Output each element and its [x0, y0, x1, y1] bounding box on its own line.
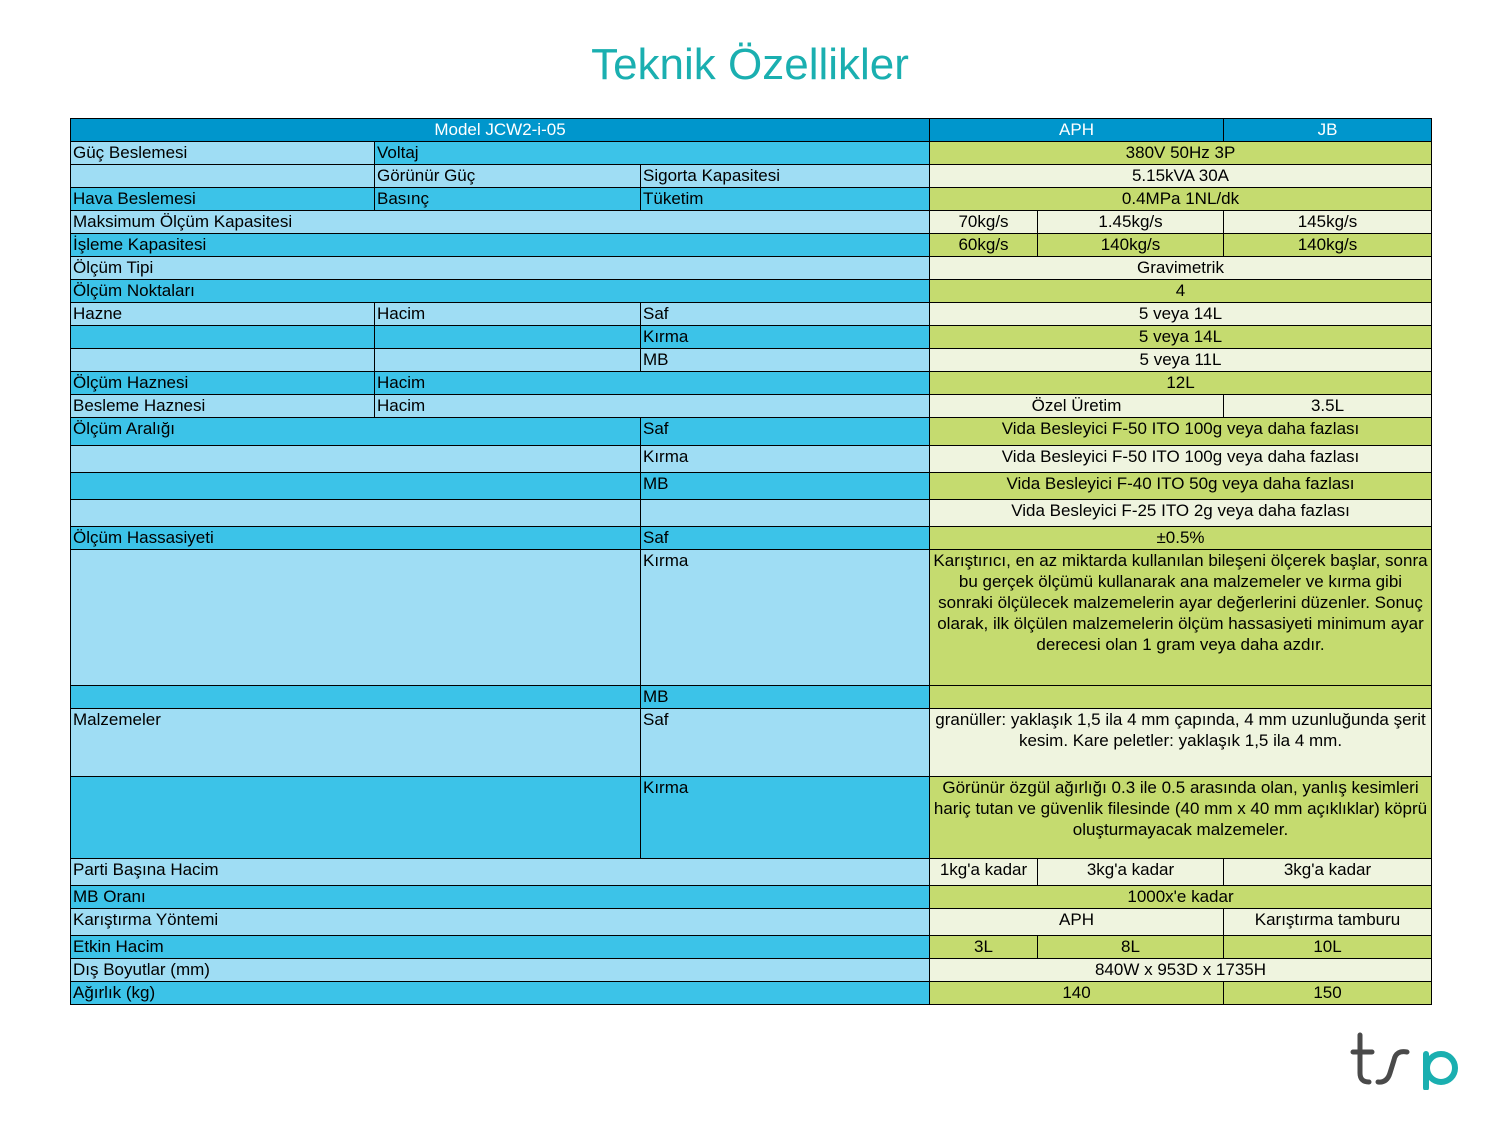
row-value: 380V 50Hz 3P: [930, 142, 1432, 165]
row-value: Görünür özgül ağırlığı 0.3 ile 0.5 arasında olan, yanlış kesimleri hariç tutan ve güvenlik filesinde (40 mm x 40 mm açıklıklar) köprü oluşturmayacak malzemeler.: [930, 777, 1432, 859]
row-value: 0.4MPa 1NL/dk: [930, 188, 1432, 211]
row-value: ±0.5%: [930, 527, 1432, 550]
row-sublabel: MB: [641, 686, 930, 709]
table-row: [71, 500, 1432, 527]
table-row: [71, 886, 1432, 909]
row-label: Etkin Hacim: [71, 936, 930, 959]
row-value: 5 veya 14L: [930, 326, 1432, 349]
row-value: 8L: [1038, 936, 1224, 959]
row-label: Hava Beslemesi: [71, 188, 375, 211]
row-label: Maksimum Ölçüm Kapasitesi: [71, 211, 930, 234]
row-label: Parti Başına Hacim: [71, 859, 930, 886]
table-row: [71, 936, 1432, 959]
table-row: [71, 303, 1432, 326]
table-row: [71, 188, 1432, 211]
logo-t-stem: [1360, 1035, 1369, 1082]
row-sublabel: Hacim: [375, 395, 930, 418]
row-value: 3L: [930, 936, 1038, 959]
table-row: [71, 527, 1432, 550]
logo-p-bowl: [1427, 1054, 1455, 1082]
row-value: 5 veya 14L: [930, 303, 1432, 326]
row-label: İşleme Kapasitesi: [71, 234, 930, 257]
row-value: 1000x'e kadar: [930, 886, 1432, 909]
row-value: Vida Besleyici F-40 ITO 50g veya daha fazlası: [930, 473, 1432, 500]
row-label: Besleme Haznesi: [71, 395, 375, 418]
row-sublabel: Görünür Güç: [375, 165, 641, 188]
row-sublabel: Kırma: [641, 550, 930, 686]
table-row: [71, 909, 1432, 936]
table-header-row: [71, 119, 1432, 142]
row-sublabel: MB: [641, 349, 930, 372]
row-value: 10L: [1224, 936, 1432, 959]
table-row: [71, 686, 1432, 709]
row-label: Hazne: [71, 303, 375, 326]
table-row: [71, 473, 1432, 500]
table-row: [71, 280, 1432, 303]
row-sublabel: MB: [641, 473, 930, 500]
table-row: [71, 142, 1432, 165]
row-sublabel: Kırma: [641, 326, 930, 349]
row-sublabel: Saf: [641, 418, 930, 446]
row-sublabel: Tüketim: [641, 188, 930, 211]
page-title: Teknik Özellikler: [591, 40, 909, 89]
row-value: Özel Üretim: [930, 395, 1224, 418]
table-row: [71, 446, 1432, 473]
row-label: Ölçüm Haznesi: [71, 372, 375, 395]
row-value: 140kg/s: [1038, 234, 1224, 257]
row-sublabel: Saf: [641, 303, 930, 326]
row-value: 840W x 953D x 1735H: [930, 959, 1432, 982]
row-value: 60kg/s: [930, 234, 1038, 257]
row-value: 140: [930, 982, 1224, 1005]
row-value: 145kg/s: [1224, 211, 1432, 234]
table-row: [71, 777, 1432, 859]
row-value: Karıştırma tamburu: [1224, 909, 1432, 936]
model-header: Model JCW2-i-05: [71, 119, 930, 142]
row-value: Vida Besleyici F-50 ITO 100g veya daha fazlası: [930, 446, 1432, 473]
row-label: Karıştırma Yöntemi: [71, 909, 930, 936]
row-value: 3kg'a kadar: [1038, 859, 1224, 886]
row-value: 5.15kVA 30A: [930, 165, 1432, 188]
row-value: 1.45kg/s: [1038, 211, 1224, 234]
row-label: Dış Boyutlar (mm): [71, 959, 930, 982]
table-row: [71, 257, 1432, 280]
row-sublabel: Voltaj: [375, 142, 930, 165]
table-row: [71, 982, 1432, 1005]
row-label: MB Oranı: [71, 886, 930, 909]
row-sublabel: Saf: [641, 527, 930, 550]
row-sublabel: Basınç: [375, 188, 641, 211]
row-value: 3.5L: [1224, 395, 1432, 418]
table-row: [71, 395, 1432, 418]
row-value: Gravimetrik: [930, 257, 1432, 280]
table-row: [71, 550, 1432, 686]
row-value: 4: [930, 280, 1432, 303]
row-label: Güç Beslemesi: [71, 142, 375, 165]
row-value: 1kg'a kadar: [930, 859, 1038, 886]
row-sublabel: Hacim: [375, 303, 641, 326]
row-value: Vida Besleyici F-50 ITO 100g veya daha fazlası: [930, 418, 1432, 446]
tsp-logo-mark: [1350, 1030, 1465, 1090]
row-label: Malzemeler: [71, 709, 641, 777]
table-row: [71, 959, 1432, 982]
table-row: [71, 859, 1432, 886]
row-value: 3kg'a kadar: [1224, 859, 1432, 886]
jb-header: JB: [1224, 119, 1432, 142]
row-value: APH: [930, 909, 1224, 936]
row-label: Ölçüm Hassasiyeti: [71, 527, 641, 550]
aph-header: APH: [930, 119, 1224, 142]
table-row: [71, 709, 1432, 777]
row-label: Ölçüm Aralığı: [71, 418, 641, 446]
row-value: 12L: [930, 372, 1432, 395]
table-row: [71, 418, 1432, 446]
spec-table: [70, 118, 1432, 1005]
logo-s-stroke: [1378, 1052, 1407, 1082]
table-row: [71, 326, 1432, 349]
row-value: granüller: yaklaşık 1,5 ila 4 mm çapında, 4 mm uzunluğunda şerit kesim. Kare peletler: yaklaşık 1,5 ila 4 mm.: [930, 709, 1432, 777]
row-value: Vida Besleyici F-25 ITO 2g veya daha fazlası: [930, 500, 1432, 527]
table-row: [71, 349, 1432, 372]
row-sublabel: Saf: [641, 709, 930, 777]
row-sublabel: Sigorta Kapasitesi: [641, 165, 930, 188]
row-value: 140kg/s: [1224, 234, 1432, 257]
tsp-logo: [1350, 1030, 1465, 1095]
row-label: Ölçüm Tipi: [71, 257, 930, 280]
row-sublabel: Kırma: [641, 777, 930, 859]
row-value: 150: [1224, 982, 1432, 1005]
table-row: [71, 234, 1432, 257]
row-value: 5 veya 11L: [930, 349, 1432, 372]
row-value: Karıştırıcı, en az miktarda kullanılan bileşeni ölçerek başlar, sonra bu gerçek ölçümü kullanarak ana malzemeler ve kırma gibi sonraki ölçülecek malzemelerin ayar değerlerini düzenler. Sonuç olarak, ilk ölçülen malzemelerin ölçüm hassasiyeti minimum ayar derecesi olan 1 gram veya daha azdır.: [930, 550, 1432, 686]
row-label: Ağırlık (kg): [71, 982, 930, 1005]
table-row: [71, 165, 1432, 188]
table-row: [71, 211, 1432, 234]
row-label: Ölçüm Noktaları: [71, 280, 930, 303]
row-sublabel: Hacim: [375, 372, 930, 395]
table-row: [71, 372, 1432, 395]
row-value: 70kg/s: [930, 211, 1038, 234]
row-sublabel: Kırma: [641, 446, 930, 473]
